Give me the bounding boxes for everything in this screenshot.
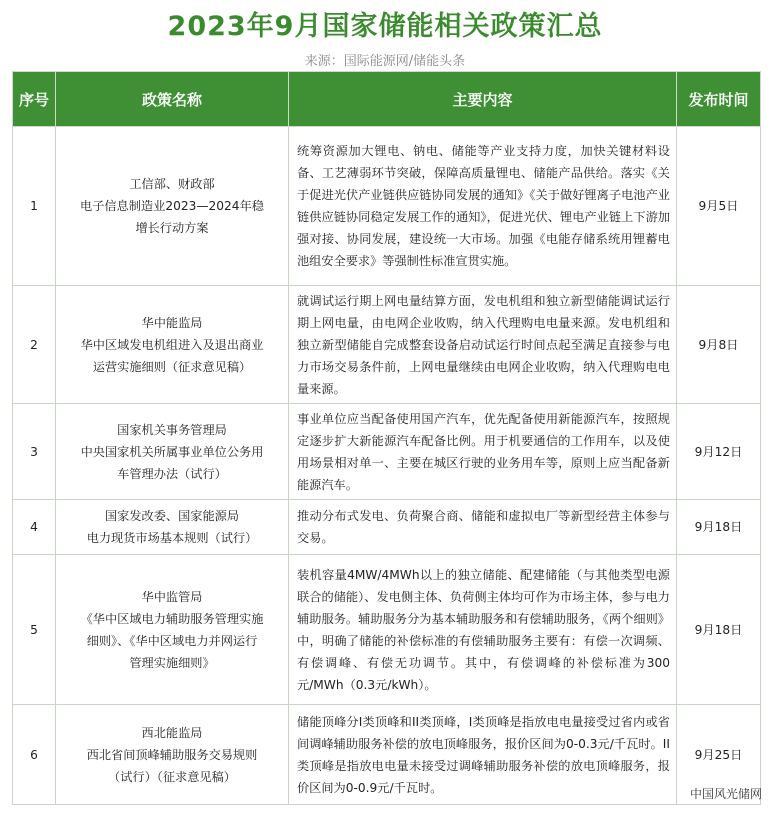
row-index: 2 [13,286,56,404]
row-date: 9月18日 [677,555,761,705]
table-row [13,286,761,404]
row-policy-name: 国家发改委、国家能源局 电力现货市场基本规则（试行） [56,500,289,555]
source-note: 来源：国际能源网/储能头条 [304,54,466,69]
row-date: 9月25日 [677,705,761,805]
row-content: 事业单位应当配备使用国产汽车，优先配备使用新能源汽车，按照规定逐步扩大新能源汽车配备比例。用于机要通信的工作用车，以及使用场景相对单一、主要在城区行驶的业务用车等，原则上应当配备新能源汽车。 [289,404,677,500]
row-policy-name: 工信部、财政部 电子信息制造业2023—2024年稳 增长行动方案 [56,127,289,286]
row-content: 推动分布式发电、负荷聚合商、储能和虚拟电厂等新型经营主体参与交易。 [289,500,677,555]
table-header-row [13,72,761,127]
header-date: 发布时间 [677,72,761,127]
row-content: 装机容量4MW/4MWh以上的独立储能、配建储能（与其他类型电源联合的储能）、发电侧主体、负荷侧主体均可作为市场主体，参与电力辅助服务。辅助服务分为基本辅助服务和有偿辅助服务，《两个细则》中，明确了储能的补偿标准的有偿辅助服务主要有：有偿一次调频、有偿调峰、有偿无功调节。其中，有偿调峰的补偿标准为300元/MWh（0.3元/kWh）。 [289,555,677,705]
row-content: 就调试运行期上网电量结算方面，发电机组和独立新型储能调试运行期上网电量，由电网企业收购，纳入代理购电电量来源。发电机组和独立新型储能自完成整套设备启动试运行时间点起至满足直接参与电力市场交易条件前，上网电量继续由电网企业收购，纳入代理购电电量来源。 [289,286,677,404]
header-content: 主要内容 [289,72,677,127]
row-index: 6 [13,705,56,805]
watermark: 中国风光储网 [689,787,762,801]
row-index: 3 [13,404,56,500]
table-row [13,404,761,500]
row-content: 统筹资源加大锂电、钠电、储能等产业支持力度，加快关键材料设备、工艺薄弱环节突破，保障高质量锂电、储能产品供给。落实《关于促进光伏产业链供应链协同发展的通知》《关于做好锂离子电池产业链供应链协同稳定发展工作的通知》，促进光伏、锂电产业链上下游加强对接、协同发展，建设统一大市场。加强《电能存储系统用锂蓄电池组安全要求》等强制性标准宣贯实施。 [289,127,677,286]
row-date: 9月12日 [677,404,761,500]
row-policy-name: 西北能监局 西北省间顶峰辅助服务交易规则 （试行）（征求意见稿） [56,705,289,805]
page-title: 2023年9月国家储能相关政策汇总 [167,11,603,42]
table-row [13,127,761,286]
row-policy-name: 华中监管局 《华中区域电力辅助服务管理实施 细则》、《华中区域电力并网运行 管理实施细则》 [56,555,289,705]
row-policy-name: 华中能监局 华中区域发电机组进入及退出商业 运营实施细则（征求意见稿） [56,286,289,404]
row-index: 5 [13,555,56,705]
table-row [13,500,761,555]
row-date: 9月18日 [677,500,761,555]
row-content: 储能顶峰分I类顶峰和II类顶峰，I类顶峰是指放电电量接受过省内或省间调峰辅助服务补偿的放电顶峰服务，报价区间为0-0.3元/千瓦时。II类顶峰是指放电电量未接受过调峰辅助服务补偿的放电顶峰服务，报价区间为0-0.9元/千瓦时。 [289,705,677,805]
table-row [13,705,761,805]
row-index: 4 [13,500,56,555]
row-date: 9月8日 [677,286,761,404]
policy-table [12,71,761,805]
row-index: 1 [13,127,56,286]
header-index: 序号 [13,72,56,127]
row-policy-name: 国家机关事务管理局 中央国家机关所属事业单位公务用 车管理办法（试行） [56,404,289,500]
header-policy-name: 政策名称 [56,72,289,127]
table-row [13,555,761,705]
row-date: 9月5日 [677,127,761,286]
